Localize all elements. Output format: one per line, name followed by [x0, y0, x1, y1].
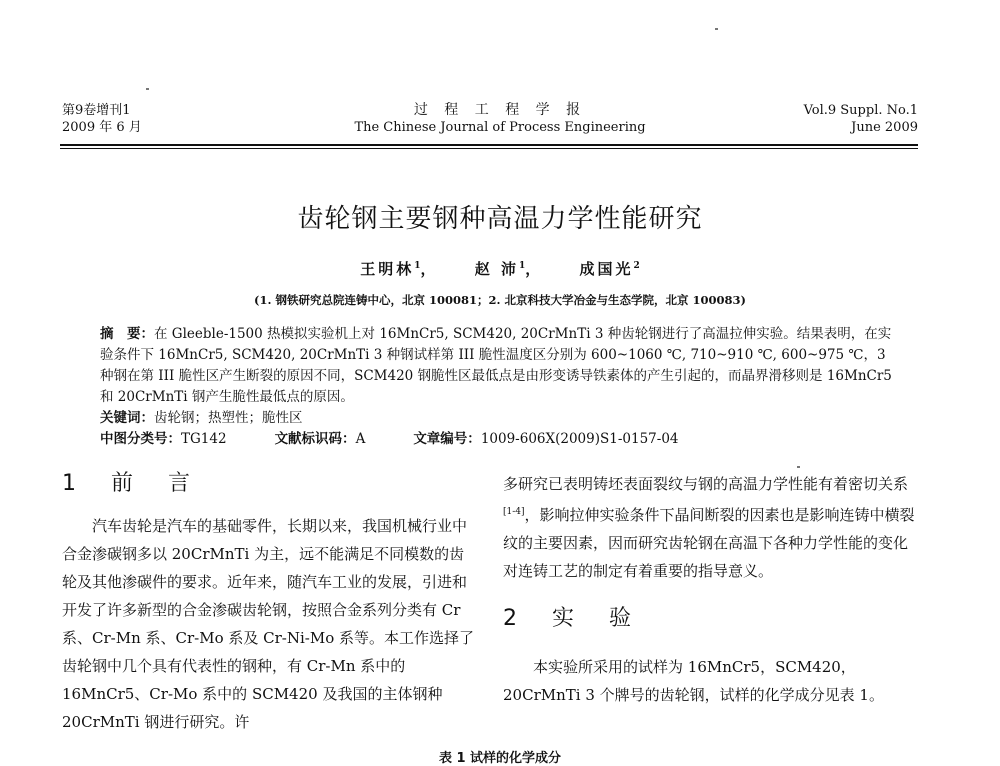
intro-text: ，影响拉伸实验条件下晶间断裂的因素也是影响连铸中横裂纹的主要因素，因而研究齿轮钢在高温下各种力学性能的变化对连铸工艺的制定有着重要的指导意义。	[503, 506, 915, 580]
section-title: 前 言	[111, 471, 204, 496]
journal-name-cn: 过 程 工 程 学 报	[413, 102, 587, 118]
author-affil-mark: 1	[518, 261, 526, 271]
intro-text: 多研究已表明铸坯表面裂纹与钢的高温力学性能有着密切关系	[503, 475, 909, 493]
section-1-heading	[62, 470, 474, 498]
doc-code-value: A	[355, 431, 366, 447]
doc-code-label: 文献标识码：	[274, 431, 356, 447]
introduction-paragraph: 汽车齿轮是汽车的基础零件，长期以来，我国机械行业中合金渗碳钢多以 20CrMnTi 为主，远不能满足不同模数的齿轮及其他渗碳件的要求。近年来，随汽车工业的发展，引进和开发了许多新型的合金渗碳齿轮钢，按照合金系列分类有 Cr 系、Cr-Mn 系、Cr-Mo 系及 Cr-Ni-Mo 系等。本工作选择了齿轮钢中几个具有代表性的钢种，有 Cr-Mn 系中的 16MnCr5、Cr-Mo 系中的 SCM420 及我国的主体钢种 20CrMnTi 钢进行研究。许	[62, 517, 475, 731]
scan-speck	[715, 28, 718, 30]
paper-title: 齿轮钢主要钢种高温力学性能研究	[297, 204, 703, 234]
article-no-value: 1009-606X(2009)S1-0157-04	[480, 431, 679, 447]
citation: [1-4]	[503, 507, 525, 517]
right-column	[503, 470, 916, 709]
keywords	[100, 408, 900, 429]
author-affil-mark: 2	[633, 261, 640, 271]
experiment-paragraph: 本实验所采用的试样为 16MnCr5，SCM420，20CrMnTi 3 个牌号的齿轮钢，试样的化学成分见表 1。	[503, 658, 884, 704]
date-en: June 2009	[851, 120, 918, 135]
abstract	[100, 324, 900, 408]
clc-label: 中图分类号：	[100, 431, 181, 447]
keywords-label: 关键词：	[100, 410, 154, 426]
author-name: 王明林	[360, 260, 415, 278]
left-column	[62, 470, 474, 736]
journal-volume-en	[804, 102, 918, 136]
header-rule	[60, 144, 918, 146]
author-list: 王明林$^1$， 赵 沛$^1$， 成国光$^2$	[360, 260, 640, 278]
header-rule-thin	[60, 148, 918, 149]
clc-value: TG142	[181, 431, 227, 447]
introduction-continued	[503, 470, 916, 585]
classification-line	[100, 429, 900, 450]
table-caption: 表 1 试样的化学成分	[438, 751, 562, 766]
journal-name-en: The Chinese Journal of Process Engineering	[354, 120, 646, 135]
abstract-label: 摘 要：	[100, 326, 154, 342]
volume-en: Vol.9 Suppl. No.1	[803, 103, 918, 118]
issue-date: 2009 年 6 月	[62, 120, 142, 135]
keywords-text: 齿轮钢；热塑性；脆性区	[154, 410, 303, 426]
section-2-heading	[503, 605, 916, 633]
scan-speck	[146, 88, 149, 90]
author-name: 赵 沛	[474, 260, 519, 278]
section-title: 实 验	[552, 606, 645, 631]
article-no-label: 文章编号：	[413, 431, 481, 447]
affiliation: (1. 钢铁研究总院连铸中心，北京 100081；2. 北京科技大学冶金与生态学院，北京 100083)	[254, 293, 746, 307]
author-affil-mark: 1	[414, 261, 421, 271]
volume-issue: 第9卷增刊1	[62, 103, 131, 118]
author-name: 成国光	[579, 260, 634, 278]
scan-speck	[797, 466, 800, 468]
abstract-text: 在 Gleeble-1500 热模拟实验机上对 16MnCr5, SCM420, 20CrMnTi 3 种齿轮钢进行了高温拉伸实验。结果表明，在实验条件下 16MnCr5, SCM420, 20CrMnTi 3 种钢试样第 III 脆性温度区分别为 600~1060 ℃, 710~910 ℃, 600~975 ℃，3 种钢在第 III 脆性区产生断裂的原因不同，SCM420 钢脆性区最低点是由形变诱导铁素体的产生引起的，而晶界滑移则是 16MnCr5 和 20CrMnTi 钢产生脆性最低点的原因。	[100, 326, 892, 405]
section-number: 2	[503, 606, 531, 631]
abstract-block	[100, 324, 900, 450]
section-number: 1	[62, 471, 90, 496]
